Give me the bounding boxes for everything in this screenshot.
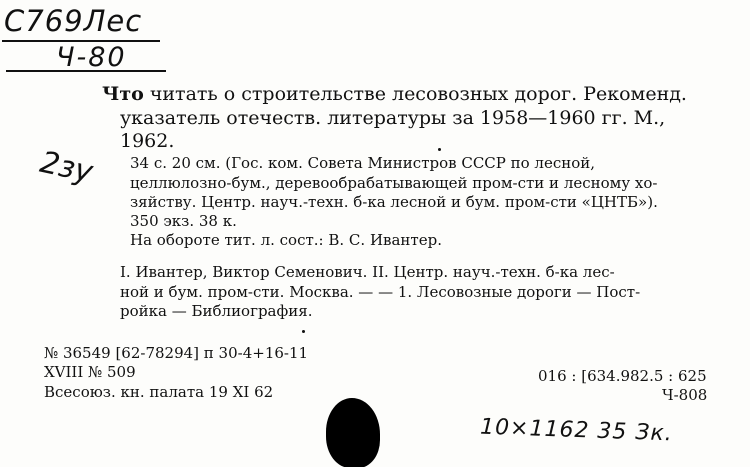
footer-chamber: Всесоюз. кн. палата 19 XI 62 <box>44 383 274 401</box>
tracing-line3: ройка — Библиография. <box>120 302 313 320</box>
desc-line3: зяйству. Центр. науч.-техн. б-ка лесной и бум. пром-сти «ЦНТБ»). <box>130 193 658 211</box>
footer-accession: № 36549 [62-78294] п 30-4+16-11 <box>44 344 309 362</box>
desc-line2: целлюлозно-бум., деревообрабатывающей пром-сти и лесному хо- <box>130 174 658 192</box>
tracing-line1: I. Ивантер, Виктор Семенович. II. Центр. науч.-техн. б-ка лес- <box>120 263 615 281</box>
entry-title-rest: читать о строительстве лесовозных дорог. Рекоменд. <box>143 83 687 105</box>
entry-title-line2: указатель отечеств. литературы за 1958—1960 гг. М., <box>120 107 666 129</box>
entry-title-line3: 1962. <box>120 130 175 152</box>
call-number-line1: C769Лес <box>4 4 143 38</box>
speck <box>438 148 441 151</box>
desc-line1: 34 с. 20 см. (Гос. ком. Совета Министров СССР по лесной, <box>130 154 596 172</box>
tracing-line2: ной и бум. пром-сти. Москва. — — 1. Лесовозные дороги — Пост- <box>120 283 641 301</box>
handwritten-side-note: 2зу <box>36 144 96 191</box>
desc-line5: На обороте тит. л. сост.: В. С. Ивантер. <box>130 231 442 249</box>
author-mark: Ч-808 <box>662 386 708 404</box>
udc-code: 016 : [634.982.5 : 625 <box>538 367 707 385</box>
speck <box>302 330 305 333</box>
entry-heading: Что <box>102 83 144 105</box>
entry-title-line1 <box>102 83 687 105</box>
ink-blot <box>326 398 380 467</box>
handwritten-bottom-note: 10×1162 35 Зк. <box>479 414 674 447</box>
desc-line4: 350 экз. 38 к. <box>130 212 237 230</box>
footer-series: XVIII № 509 <box>44 363 136 381</box>
call-number-line2: Ч-80 <box>56 42 127 73</box>
call-number-underline-2 <box>6 70 166 72</box>
